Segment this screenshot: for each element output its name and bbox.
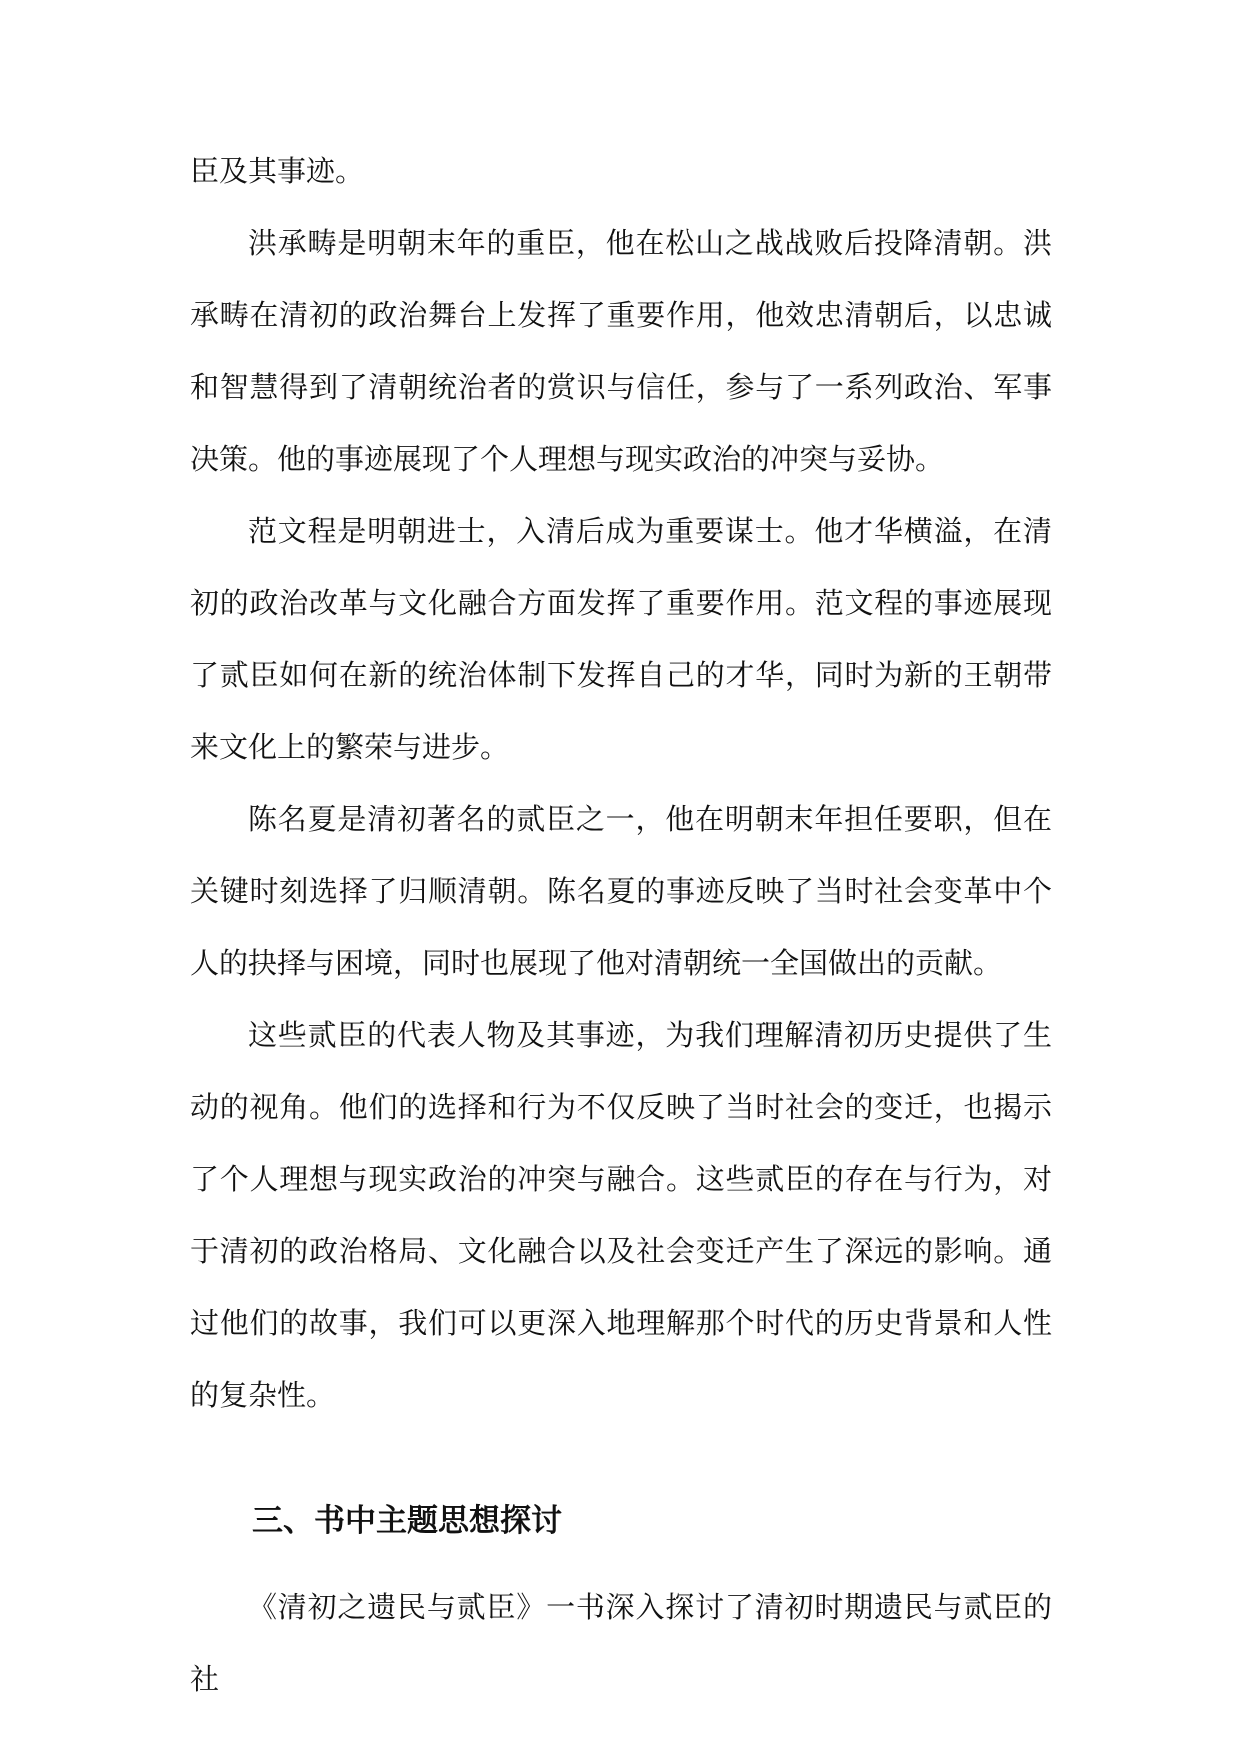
paragraph-fan-wencheng: 范文程是明朝进士，入清后成为重要谋士。他才华横溢，在清初的政治改革与文化融合方面发挥了重要作用。范文程的事迹展现了贰臣如何在新的统治体制下发挥自己的才华，同时为新的王朝带来文化上的繁荣与进步。: [190, 514, 1052, 764]
document-page: [190, 135, 1052, 1715]
paragraph-continuation: 臣及其事迹。: [190, 154, 365, 188]
paragraph-hong-chengchou: 洪承畴是明朝末年的重臣，他在松山之战战败后投降清朝。洪承畴在清初的政治舞台上发挥了重要作用，他效忠清朝后，以忠诚和智慧得到了清朝统治者的赏识与信任，参与了一系列政治、军事决策。他的事迹展现了个人理想与现实政治的冲突与妥协。: [190, 226, 1052, 476]
paragraph-section-intro: 《清初之遗民与贰臣》一书深入探讨了清初时期遗民与贰臣的社: [190, 1590, 1052, 1696]
section-heading: 三、书中主题思想探讨: [252, 1503, 562, 1539]
paragraph-chen-mingxia: 陈名夏是清初著名的贰臣之一，他在明朝末年担任要职，但在关键时刻选择了归顺清朝。陈名夏的事迹反映了当时社会变革中个人的抉择与困境，同时也展现了他对清朝统一全国做出的贡献。: [190, 802, 1052, 980]
paragraph-summary: 这些贰臣的代表人物及其事迹，为我们理解清初历史提供了生动的视角。他们的选择和行为不仅反映了当时社会的变迁，也揭示了个人理想与现实政治的冲突与融合。这些贰臣的存在与行为，对于清初的政治格局、文化融合以及社会变迁产生了深远的影响。通过他们的故事，我们可以更深入地理解那个时代的历史背景和人性的复杂性。: [190, 1018, 1052, 1412]
